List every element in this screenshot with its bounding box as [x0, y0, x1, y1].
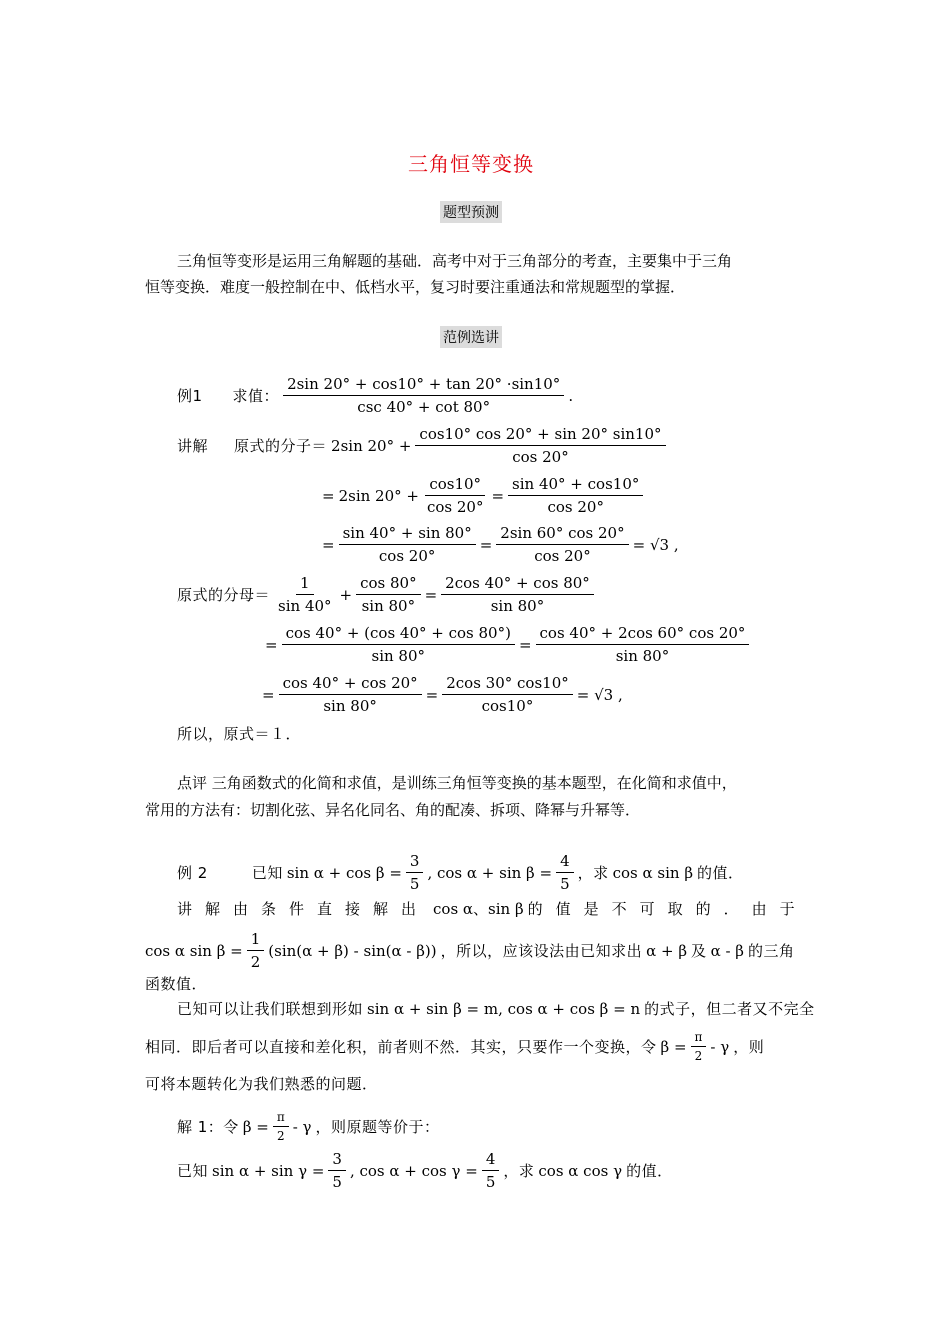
math-expression: β =	[660, 1037, 687, 1056]
fraction-denominator: cos 20°	[547, 498, 604, 516]
paragraph-text: 的式子，但二者又不完全	[644, 1000, 815, 1018]
known-text: 已知	[251, 864, 283, 882]
fraction	[556, 852, 574, 893]
numerator-line-1	[177, 425, 666, 466]
fraction	[496, 524, 628, 565]
fraction-numerator: sin 40° + cos10°	[508, 475, 643, 496]
fraction-numerator: π	[691, 1030, 707, 1047]
solution-1-line-1	[177, 1110, 440, 1143]
numerator-line-2	[322, 475, 643, 516]
denominator-line-2	[265, 624, 749, 665]
fraction	[273, 1110, 289, 1143]
fraction-numerator: 3	[406, 852, 424, 873]
example-1-fraction	[283, 375, 564, 416]
example-2-label: 例 2	[177, 864, 208, 882]
ask-text: ，求	[577, 864, 609, 882]
fraction-denominator: cos 20°	[426, 498, 484, 516]
fraction	[423, 475, 487, 516]
math-expression: cos α sin β =	[145, 941, 243, 960]
example-1-ask: 求值：	[232, 387, 280, 405]
math-expression: cos α cos γ	[538, 1161, 623, 1180]
math-expression: - γ	[710, 1037, 730, 1056]
equals-sign: =	[518, 635, 532, 654]
solution-label: 讲解	[177, 437, 209, 455]
fraction	[247, 930, 265, 971]
fraction	[282, 624, 515, 665]
fraction-denominator: cos 20°	[378, 547, 436, 565]
solution-text: 已知	[177, 1162, 209, 1180]
solution-text: 讲解由条件直接解出	[177, 900, 430, 918]
denominator-label: 原式的分母＝	[177, 586, 271, 604]
numerator-term: 2sin 20° +	[331, 436, 412, 455]
fraction-numerator: 2sin 60° cos 20°	[496, 524, 628, 545]
fraction-numerator: 2sin 20° + cos10° + tan 20° ·sin10°	[283, 375, 564, 396]
fraction	[536, 624, 750, 665]
fraction-numerator: cos10° cos 20° + sin 20° sin10°	[415, 425, 665, 446]
fraction-denominator: 5	[409, 875, 420, 893]
fraction-numerator: 3	[328, 1150, 346, 1171]
comment-line-2: 常用的方法有：切割化弦、异名化同名、角的配凑、拆项、降幂与升幂等．	[145, 801, 641, 819]
fraction-numerator: cos 40° + 2cos 60° cos 20°	[536, 624, 750, 645]
solution-text: 及	[691, 942, 707, 960]
example-2-solution-line-1	[177, 898, 808, 919]
fraction-numerator: 2cos 40° + cos 80°	[441, 574, 594, 595]
fraction-denominator: cos 20°	[534, 547, 591, 565]
result-value: = √3 ,	[632, 535, 679, 554]
equals-sign: =	[322, 486, 335, 505]
fraction-denominator: sin 80°	[323, 697, 377, 715]
fraction	[406, 852, 424, 893]
section-heading-examples: 范例选讲	[440, 326, 502, 348]
fraction-denominator: sin 40°	[278, 597, 332, 615]
fraction-denominator: cos 20°	[512, 448, 569, 466]
fraction-denominator: 2	[250, 953, 261, 971]
example-1-label: 例1	[177, 387, 203, 405]
solution-text: ，所以，应该设法由已知求出	[440, 942, 643, 960]
intro-line-2: 恒等变换．难度一般控制在中、低档水平，复习时要注重通法和常规题型的掌握．	[145, 278, 686, 296]
fraction-denominator: 5	[332, 1173, 342, 1191]
math-expression: sin α + sin β = m, cos α + cos β = n	[367, 999, 641, 1018]
solution-text: 的值．	[626, 1162, 673, 1180]
fraction-numerator: 1	[296, 574, 314, 595]
paragraph-2-line-3: 可将本题转化为我们熟悉的问题．	[145, 1075, 378, 1093]
fraction-numerator: 1	[247, 930, 265, 951]
equals-sign: =	[479, 535, 493, 554]
paragraph-text: 相同．即后者可以直接和差化积，前者则不然．其实，只要作一个变换，令	[145, 1038, 657, 1056]
section-heading-type-preview: 题型预测	[440, 201, 502, 223]
fraction-denominator: csc 40° + cot 80°	[357, 398, 491, 416]
condition-2: , cos α + sin β =	[427, 863, 553, 882]
fraction	[328, 1150, 346, 1191]
fraction	[279, 674, 422, 715]
result-value: = √3 ,	[576, 685, 623, 704]
numerator-term: 2sin 20° +	[338, 486, 419, 505]
solution-text: 的值是不可取的．由于	[527, 900, 808, 918]
math-expression: cos α、sin β	[433, 900, 524, 918]
math-expression: , cos α + cos γ =	[349, 1161, 478, 1180]
fraction-numerator: cos 80°	[356, 574, 420, 595]
example-1-question	[177, 375, 573, 416]
solution-text: 的三角	[747, 942, 795, 960]
equals-sign: =	[424, 585, 438, 604]
paragraph-2-line-1	[177, 998, 815, 1019]
fraction	[274, 574, 336, 615]
math-expression: β =	[242, 1117, 269, 1136]
numerator-fraction	[415, 425, 665, 466]
fraction-numerator: 4	[556, 852, 574, 873]
example-1-conclusion: 所以，原式＝１．	[177, 725, 302, 743]
numerator-label: 原式的分子＝	[234, 437, 328, 455]
page-title: 三角恒等变换	[408, 152, 534, 176]
fraction-numerator: cos 40° + cos 20°	[279, 674, 422, 695]
fraction-numerator: sin 40° + sin 80°	[339, 524, 476, 545]
fraction-denominator: 2	[694, 1049, 703, 1063]
fraction-denominator: 2	[276, 1129, 285, 1143]
fraction	[356, 574, 420, 615]
fraction-denominator: cos10°	[481, 697, 534, 715]
example-2-question	[177, 852, 744, 893]
denominator-line-1	[177, 574, 594, 615]
intro-line-1: 三角恒等变形是运用三角解题的基础．高考中对于三角部分的考查，主要集中于三角	[177, 252, 733, 270]
fraction-numerator: π	[273, 1110, 289, 1127]
solution-text: 解 1：令	[177, 1118, 239, 1136]
paragraph-text: ，则	[733, 1038, 765, 1056]
fraction-numerator: 4	[482, 1150, 500, 1171]
fraction	[508, 475, 643, 516]
fraction-denominator: 5	[560, 875, 570, 893]
paragraph-2-line-2	[145, 1030, 764, 1063]
plus-sign: +	[339, 585, 353, 604]
numerator-line-3	[322, 524, 679, 565]
math-expression: α - β	[710, 941, 744, 960]
fraction	[442, 674, 573, 715]
fraction-denominator: 5	[485, 1173, 496, 1191]
fraction-denominator: sin 80°	[615, 647, 670, 665]
fraction-numerator: cos10°	[425, 475, 485, 496]
math-expression: - γ	[292, 1117, 312, 1136]
fraction	[691, 1030, 707, 1063]
solution-1-line-2	[177, 1150, 673, 1191]
equals-sign: =	[425, 685, 439, 704]
math-expression: sin α + sin γ =	[212, 1161, 325, 1180]
fraction	[339, 524, 476, 565]
equals-sign: =	[265, 635, 278, 654]
fraction-denominator: sin 80°	[361, 597, 416, 615]
fraction	[441, 574, 594, 615]
ask-end: 的值．	[697, 864, 744, 882]
fraction	[482, 1150, 500, 1191]
denominator-line-3	[262, 674, 623, 715]
fraction-numerator: 2cos 30° cos10°	[442, 674, 573, 695]
condition-1: sin α + cos β =	[286, 863, 402, 882]
solution-text: ，求	[503, 1162, 535, 1180]
equals-sign: =	[491, 486, 505, 505]
example-2-solution-line-3: 函数值．	[145, 975, 208, 993]
math-expression: α + β	[646, 941, 688, 960]
fraction-denominator: sin 80°	[490, 597, 545, 615]
fraction-denominator: sin 80°	[371, 647, 426, 665]
comment-line-1: 点评 三角函数式的化简和求值，是训练三角恒等变换的基本题型，在化简和求值中，	[177, 774, 737, 792]
fraction-numerator: cos 40° + (cos 40° + cos 80°)	[282, 624, 515, 645]
paragraph-text: 已知可以让我们联想到形如	[177, 1000, 364, 1018]
target-expression: cos α sin β	[612, 863, 694, 882]
solution-text: ，则原题等价于：	[315, 1118, 440, 1136]
example-1-end: .	[568, 386, 574, 405]
math-expression: (sin(α + β) - sin(α - β))	[268, 941, 437, 960]
equals-sign: =	[322, 535, 335, 554]
equals-sign: =	[262, 685, 275, 704]
example-2-solution-line-2	[145, 930, 794, 971]
